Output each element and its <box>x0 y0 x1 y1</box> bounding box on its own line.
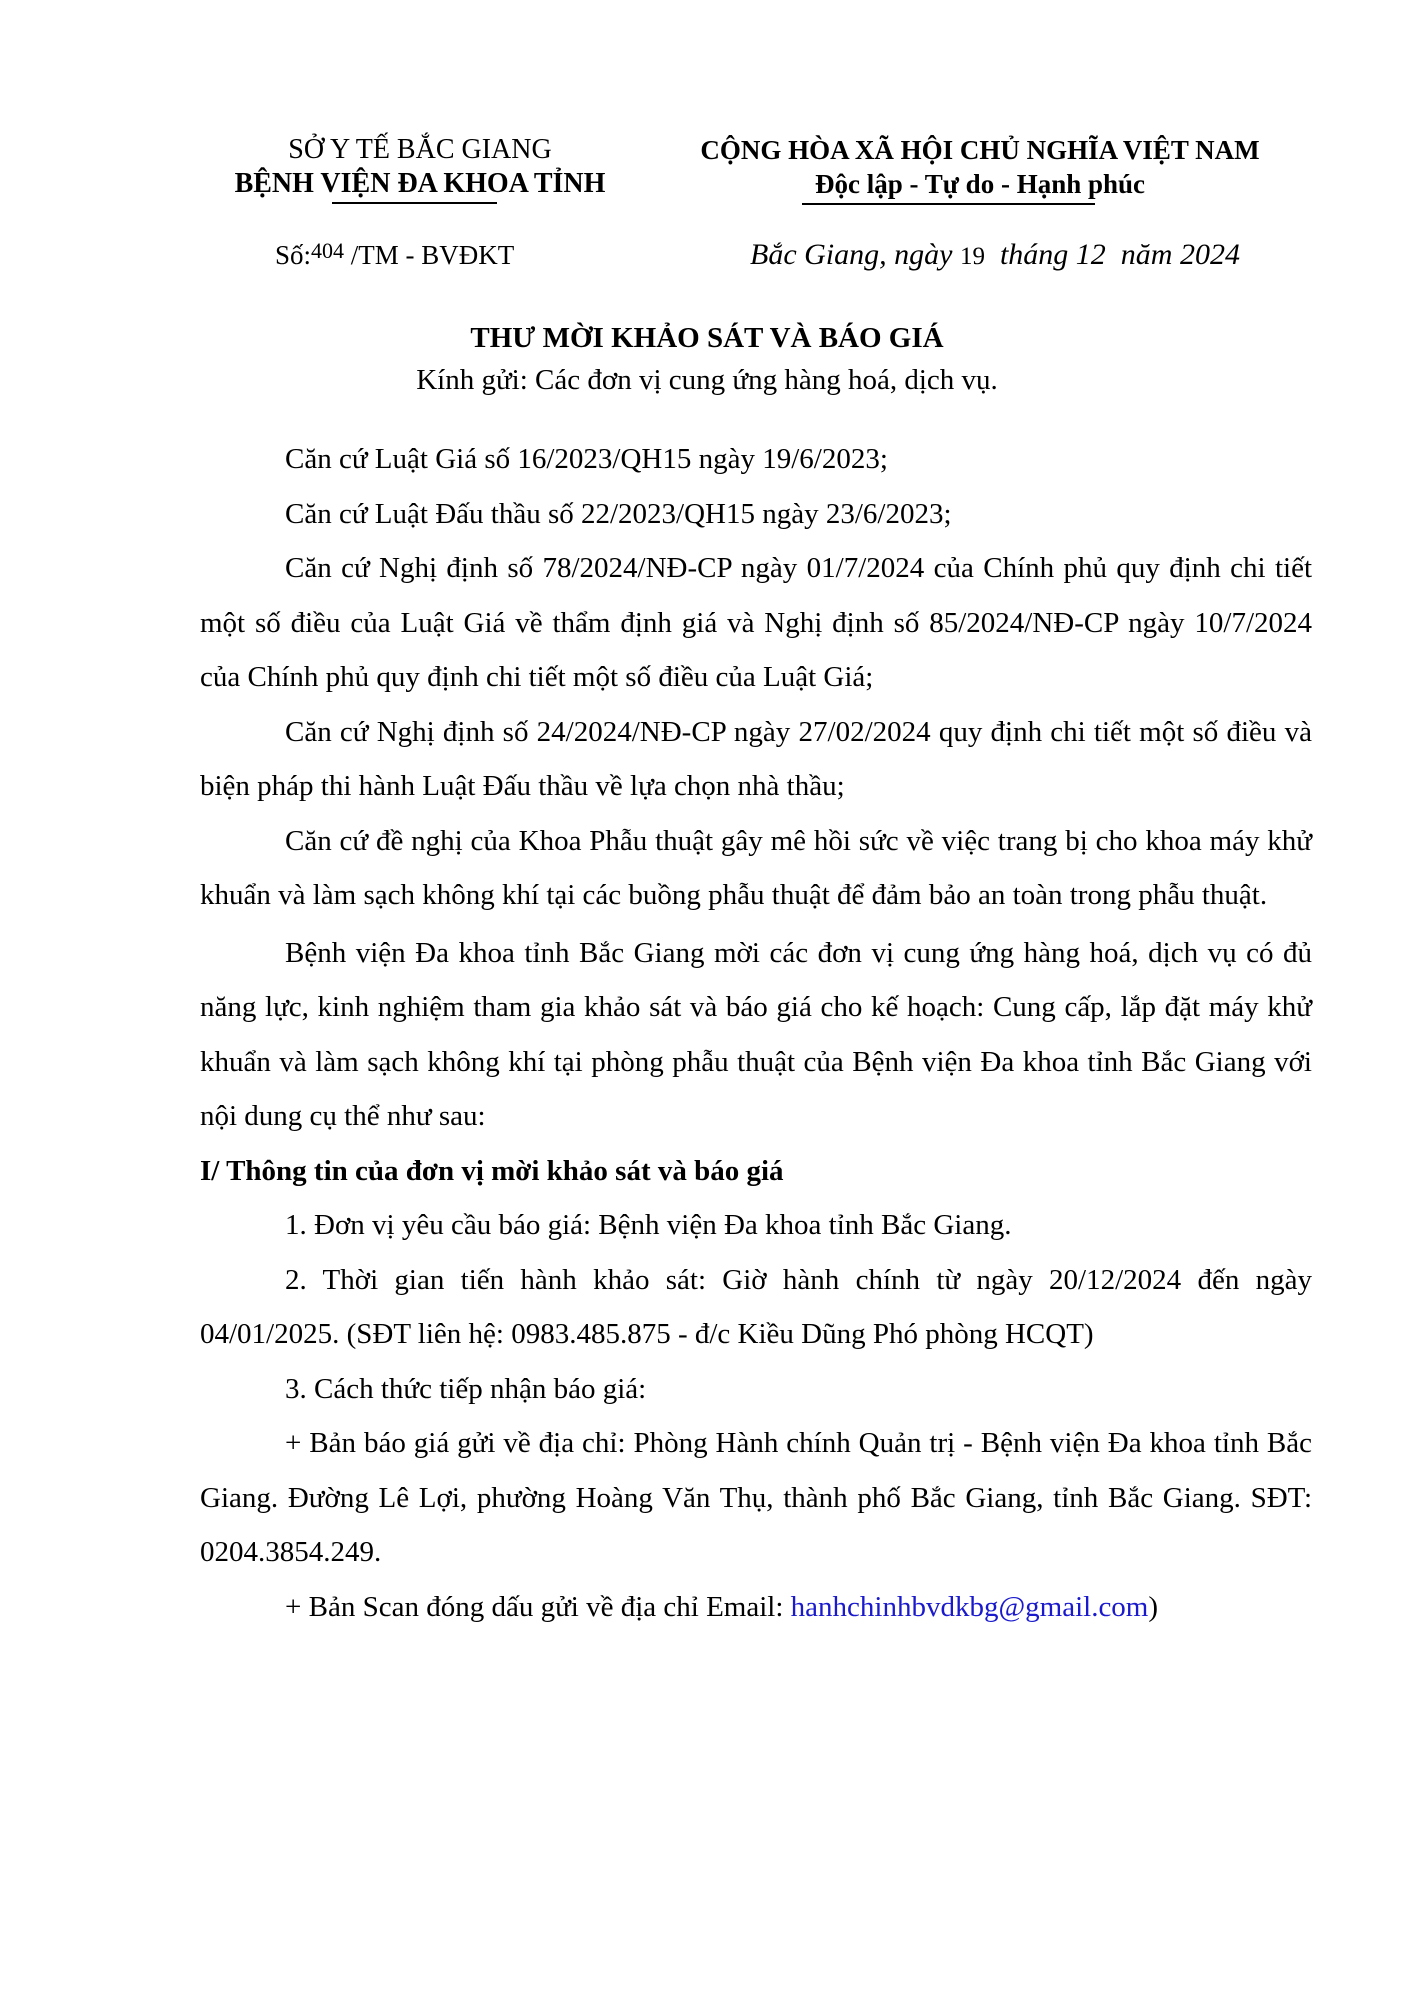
nation-name: CỘNG HÒA XÃ HỘI CHỦ NGHĨA VIỆT NAM <box>700 135 1260 165</box>
legal-basis-5: Căn cứ đề nghị của Khoa Phẫu thuật gây mê hồi sức về việc trang bị cho khoa máy khử khuẩn và làm sạch không khí tại các buồng phẫu thuật để đảm bảo an toàn trong phẫu thuật. <box>200 824 1312 911</box>
document-title: THƯ MỜI KHẢO SÁT VÀ BÁO GIÁ <box>470 322 944 354</box>
document-number-suffix: /TM - BVĐKT <box>344 240 515 270</box>
email-link[interactable]: hanhchinhbvdkbg@gmail.com <box>790 1590 1149 1623</box>
document-number-value: 404 <box>311 238 345 263</box>
issuing-authority <box>205 133 635 201</box>
organization-name: BỆNH VIỆN ĐA KHOA TỈNH <box>234 168 606 199</box>
email-line-prefix: + Bản Scan đóng dấu gửi về địa chỉ Email: <box>285 1590 791 1623</box>
agency-name: SỞ Y TẾ BẮC GIANG <box>288 134 552 165</box>
email-line-suffix: ) <box>1148 1590 1159 1623</box>
national-motto: Độc lập - Tự do - Hạnh phúc <box>814 169 1146 199</box>
document-number-prefix: Số: <box>275 240 312 270</box>
legal-basis-2: Căn cứ Luật Đấu thầu số 22/2023/QH15 ngày 23/6/2023; <box>285 497 952 530</box>
legal-basis-3: Căn cứ Nghị định số 78/2024/NĐ-CP ngày 01/7/2024 của Chính phủ quy định chi tiết một số điều của Luật Giá về thẩm định giá và Nghị định số 85/2024/NĐ-CP ngày 10/7/2024 của Chính phủ quy định chi tiết một số điều của Luật Giá; <box>200 552 1312 693</box>
date-month-year: tháng 12 năm 2024 <box>984 238 1240 271</box>
place: Bắc Giang, ngày <box>750 238 960 271</box>
recipient-line: Kính gửi: Các đơn vị cung ứng hàng hoá, dịch vụ. <box>416 364 998 396</box>
info-item-2: 2. Thời gian tiến hành khảo sát: Giờ hành chính từ ngày 20/12/2024 đến ngày 04/01/2025. (SĐT liên hệ: 0983.485.875 - đ/c Kiều Dũng Phó phòng HCQT) <box>200 1263 1312 1350</box>
info-item-3: 3. Cách thức tiếp nhận báo giá: <box>285 1372 647 1405</box>
info-item-1: 1. Đơn vị yêu cầu báo giá: Bệnh viện Đa khoa tỉnh Bắc Giang. <box>285 1209 1012 1241</box>
legal-basis-1: Căn cứ Luật Giá số 16/2023/QH15 ngày 19/6/2023; <box>285 443 888 475</box>
date-day: 19 <box>959 243 985 270</box>
document-body <box>200 432 1312 1634</box>
document-number <box>275 238 514 274</box>
organization-underline <box>332 202 497 204</box>
info-item-email <box>200 1580 1312 1635</box>
motto-underline <box>802 203 1095 205</box>
place-date <box>750 238 1240 274</box>
invitation-paragraph: Bệnh viện Đa khoa tỉnh Bắc Giang mời các đơn vị cung ứng hàng hoá, dịch vụ có đủ năng lực, kinh nghiệm tham gia khảo sát và báo giá cho kế hoạch: Cung cấp, lắp đặt máy khử khuẩn và làm sạch không khí tại phòng phẫu thuật của Bệnh viện Đa khoa tỉnh Bắc Giang với nội dung cụ thể như sau: <box>200 936 1312 1132</box>
section-heading: I/ Thông tin của đơn vị mời khảo sát và báo giá <box>200 1154 784 1187</box>
national-header <box>660 133 1300 201</box>
legal-basis-4: Căn cứ Nghị định số 24/2024/NĐ-CP ngày 27/02/2024 quy định chi tiết một số điều và biện pháp thi hành Luật Đấu thầu về lựa chọn nhà thầu; <box>200 715 1312 802</box>
info-item-address: + Bản báo giá gửi về địa chỉ: Phòng Hành chính Quản trị - Bệnh viện Đa khoa tỉnh Bắc Giang. Đường Lê Lợi, phường Hoàng Văn Thụ, thành phố Bắc Giang, tỉnh Bắc Giang. SĐT: 0204.3854.249. <box>200 1427 1312 1568</box>
